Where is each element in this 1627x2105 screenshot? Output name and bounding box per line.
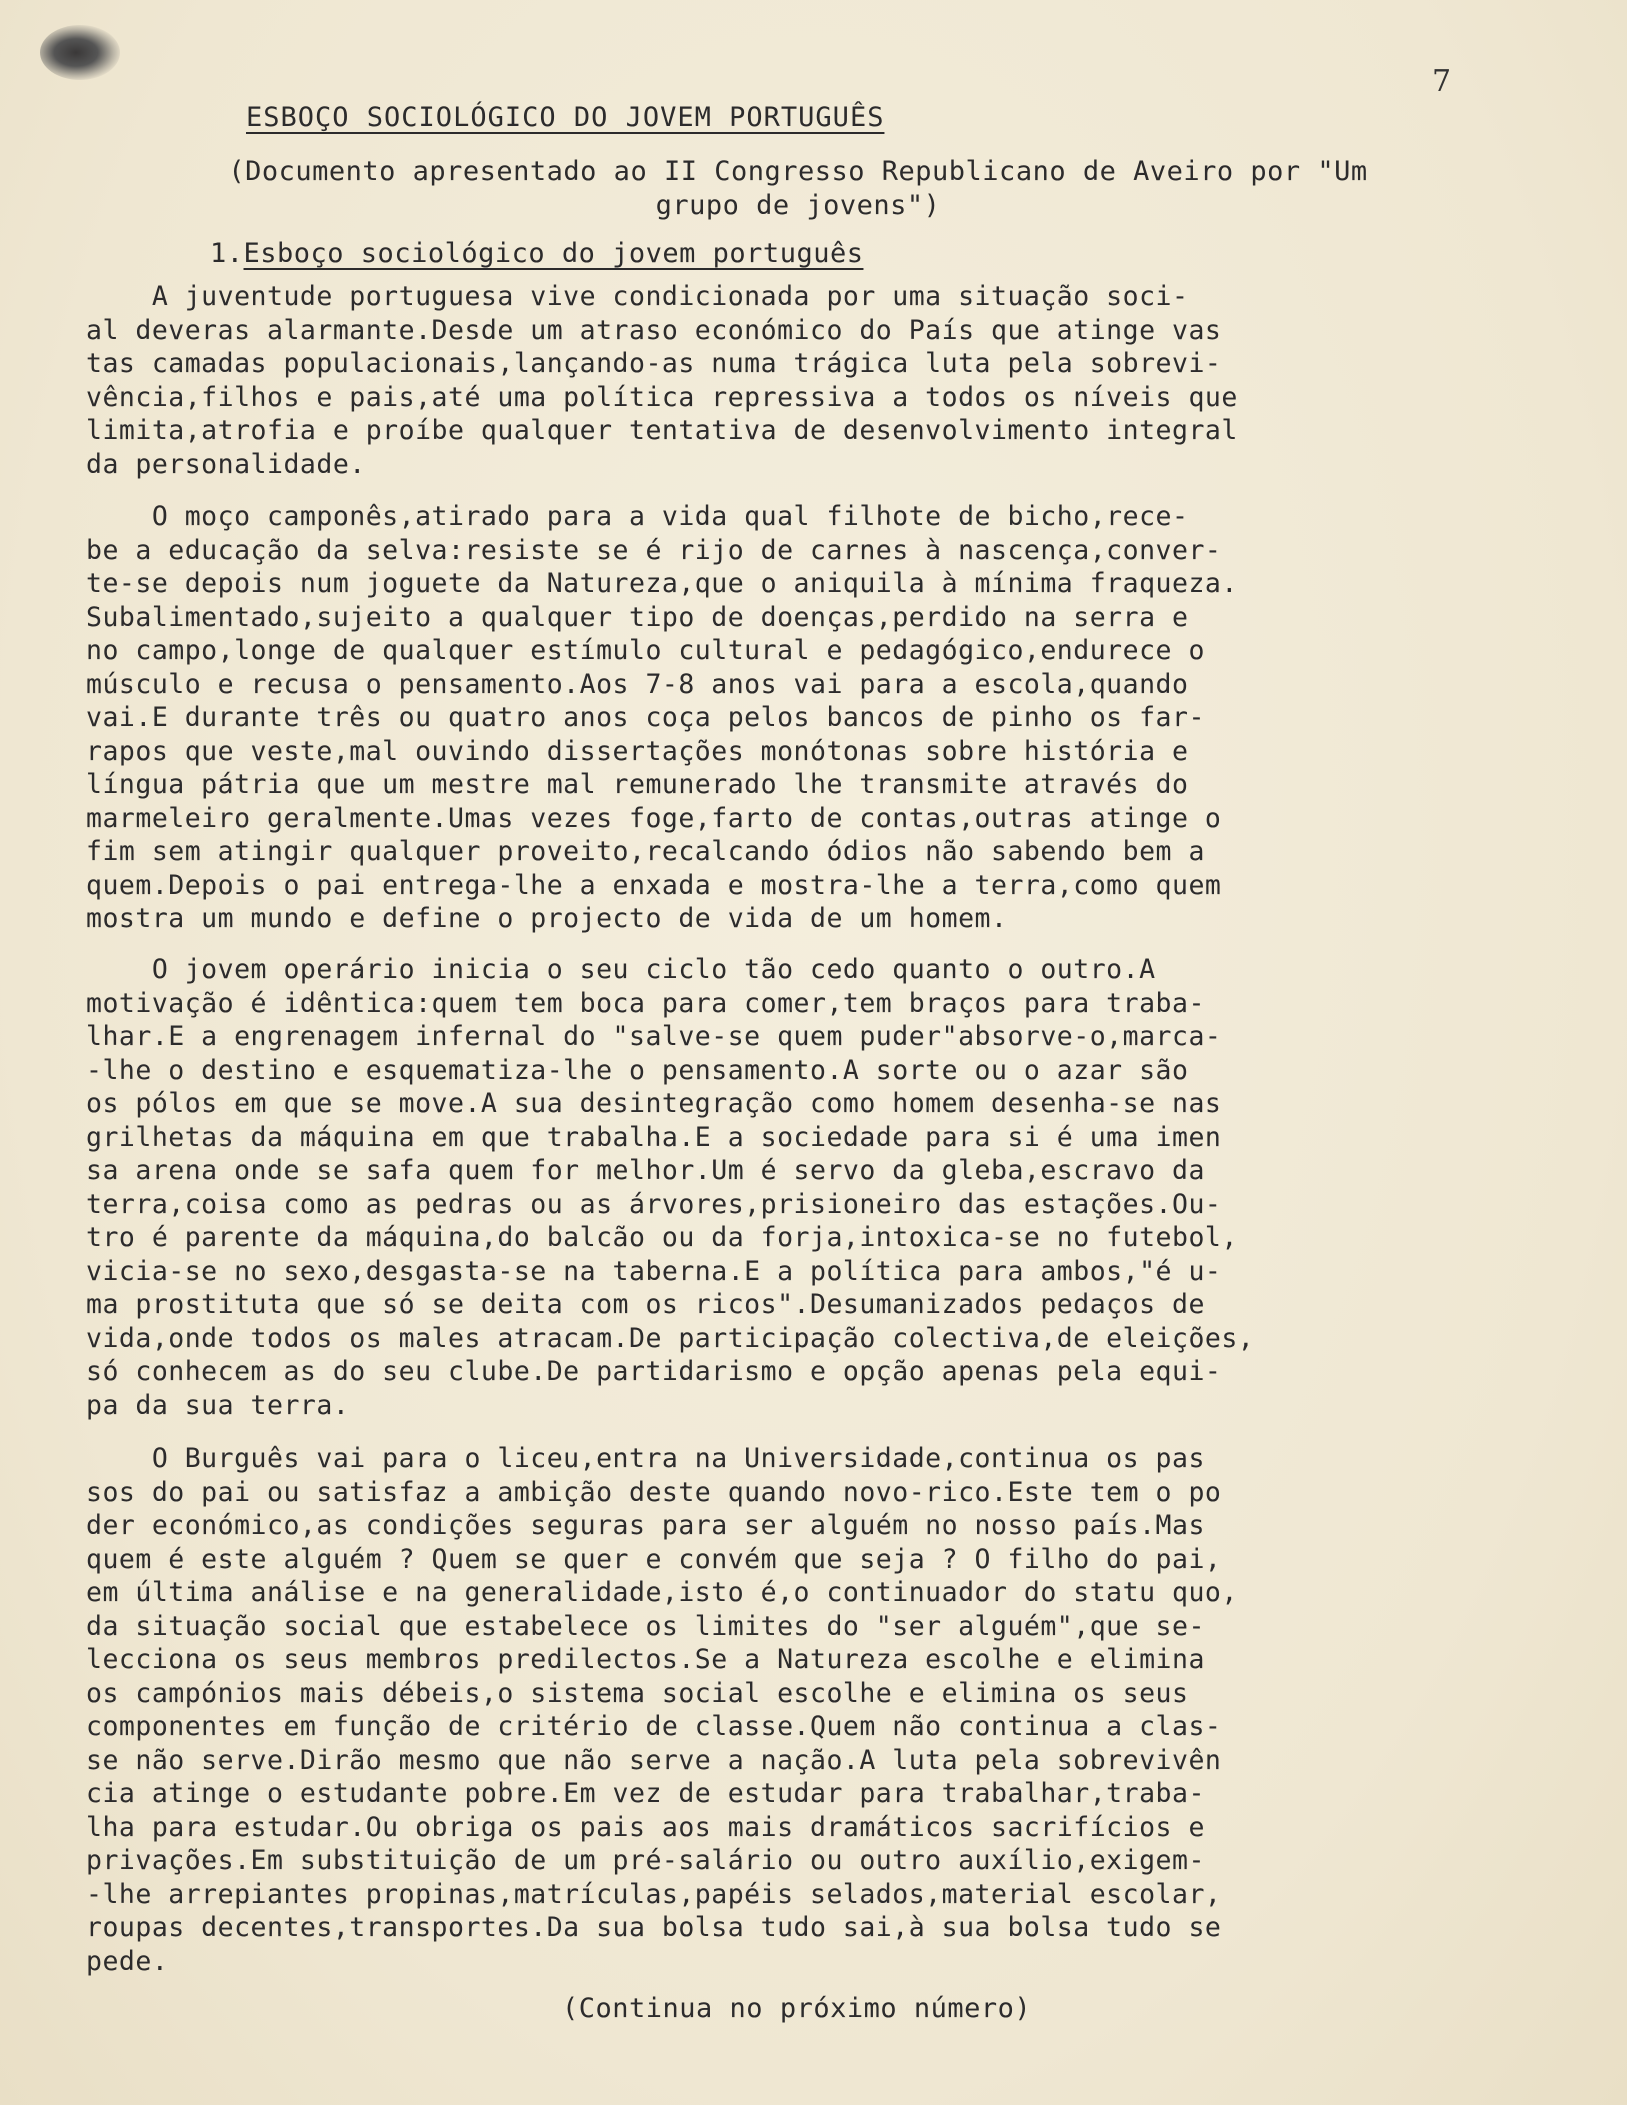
text-line: mostra um mundo e define o projecto de vida de um homem. <box>86 903 1008 934</box>
text-line: motivação é idêntica:quem tem boca para comer,tem braços para traba- <box>86 987 1205 1019</box>
text-line: vida,onde todos os males atracam.De participação colectiva,de eleições, <box>86 1322 1255 1354</box>
text-line: limita,atrofia e proíbe qualquer tentativa de desenvolvimento integral <box>86 415 1238 446</box>
paragraph-4 <box>86 1442 1510 1978</box>
text-line: lha para estudar.Ou obriga os pais aos mais dramáticos sacrifícios e <box>86 1811 1205 1843</box>
text-line: só conhecem as do seu clube.De partidarismo e opção apenas pela equi- <box>86 1356 1222 1387</box>
document-subtitle <box>86 155 1510 222</box>
text-line: te-se depois num joguete da Natureza,que o aniquila à mínima fraqueza. <box>86 568 1238 599</box>
text-line: da personalidade. <box>86 448 366 480</box>
subtitle-line: grupo de jovens") <box>655 189 941 221</box>
document-title: ESBOÇO SOCIOLÓGICO DO JOVEM PORTUGUÊS <box>246 102 885 133</box>
text-line: -lhe o destino e esquematiza-lhe o pensamento.A sorte ou o azar são <box>86 1054 1189 1086</box>
text-line: O Burguês vai para o liceu,entra na Universidade,continua os pas <box>86 1443 1205 1474</box>
continuation-note: (Continua no próximo número) <box>562 1993 1032 2024</box>
text-line: der económico,as condições seguras para ser alguém no nosso país.Mas <box>86 1510 1205 1541</box>
text-line: tas camadas populacionais,lançando-as numa trágica luta pela sobrevi- <box>86 348 1222 379</box>
text-line: vência,filhos e pais,até uma política repressiva a todos os níveis que <box>86 381 1238 413</box>
text-line: vai.E durante três ou quatro anos coça pelos bancos de pinho os far- <box>86 702 1205 733</box>
text-line: os pólos em que se move.A sua desintegração como homem desenha-se nas <box>86 1088 1222 1119</box>
text-line: componentes em função de critério de classe.Quem não continua a clas- <box>86 1711 1222 1742</box>
paragraph-2 <box>86 500 1510 936</box>
text-line: fim sem atingir qualquer proveito,recalcando ódios não sabendo bem a <box>86 836 1205 867</box>
text-line: língua pátria que um mestre mal remunerado lhe transmite através do <box>86 769 1189 800</box>
page-number: 7 <box>1432 64 1452 99</box>
text-line: roupas decentes,transportes.Da sua bolsa tudo sai,à sua bolsa tudo se <box>86 1912 1222 1943</box>
text-line: Subalimentado,sujeito a qualquer tipo de doenças,perdido na serra e <box>86 601 1189 633</box>
text-line: grilhetas da máquina em que trabalha.E a sociedade para si é uma imen <box>86 1121 1222 1153</box>
paragraph-1 <box>86 280 1510 481</box>
text-line: lhar.E a engrenagem infernal do "salve-se quem puder"absorve-o,marca- <box>86 1021 1222 1052</box>
text-line: O moço camponês,atirado para a vida qual filhote de bicho,rece- <box>86 501 1189 532</box>
section-heading <box>210 238 863 269</box>
text-line: rapos que veste,mal ouvindo dissertações monótonas sobre história e <box>86 735 1189 767</box>
text-line: privações.Em substituição de um pré-salário ou outro auxílio,exigem- <box>86 1845 1205 1876</box>
text-line: cia atinge o estudante pobre.Em vez de estudar para trabalhar,traba- <box>86 1778 1205 1809</box>
text-line: sos do pai ou satisfaz a ambição deste quando novo-rico.Este tem o po <box>86 1476 1222 1508</box>
text-line: pa da sua terra. <box>86 1389 350 1421</box>
text-line: be a educação da selva:resiste se é rijo de carnes à nascença,conver- <box>86 534 1222 566</box>
paragraph-3 <box>86 953 1510 1422</box>
text-line: marmeleiro geralmente.Umas vezes foge,farto de contas,outras atinge o <box>86 802 1222 834</box>
text-line: pede. <box>86 1945 169 1977</box>
subtitle-line: (Documento apresentado ao II Congresso Republicano de Aveiro por "Um <box>228 156 1368 187</box>
text-line: da situação social que estabelece os limites do "ser alguém",que se- <box>86 1610 1205 1642</box>
text-line: terra,coisa como as pedras ou as árvores,prisioneiro das estações.Ou- <box>86 1188 1222 1220</box>
text-line: sa arena onde se safa quem for melhor.Um é servo da gleba,escravo da <box>86 1155 1205 1186</box>
text-line: -lhe arrepiantes propinas,matrículas,papéis selados,material escolar, <box>86 1878 1222 1910</box>
text-line: lecciona os seus membros predilectos.Se a Natureza escolhe e elimina <box>86 1644 1205 1675</box>
text-line: músculo e recusa o pensamento.Aos 7-8 anos vai para a escola,quando <box>86 668 1189 700</box>
text-line: ma prostituta que só se deita com os ricos".Desumanizados pedaços de <box>86 1289 1205 1320</box>
text-line: al deveras alarmante.Desde um atraso económico do País que atinge vas <box>86 314 1222 346</box>
text-line: A juventude portuguesa vive condicionada por uma situação soci- <box>86 281 1189 312</box>
ink-smudge <box>40 25 120 80</box>
text-line: se não serve.Dirão mesmo que não serve a nação.A luta pela sobrevivên <box>86 1744 1222 1776</box>
text-line: O jovem operário inicia o seu ciclo tão cedo quanto o outro.A <box>86 954 1156 985</box>
text-line: no campo,longe de qualquer estímulo cultural e pedagógico,endurece o <box>86 635 1205 666</box>
text-line: quem.Depois o pai entrega-lhe a enxada e mostra-lhe a terra,como quem <box>86 869 1222 901</box>
text-line: tro é parente da máquina,do balcão ou da forja,intoxica-se no futebol, <box>86 1222 1238 1253</box>
section-title: Esboço sociológico do jovem português <box>243 238 864 269</box>
section-number: 1. <box>210 238 244 269</box>
text-line: os campónios mais débeis,o sistema social escolhe e elimina os seus <box>86 1677 1189 1709</box>
text-line: em última análise e na generalidade,isto é,o continuador do statu quo, <box>86 1577 1238 1608</box>
text-line: vicia-se no sexo,desgasta-se na taberna.E a política para ambos,"é u- <box>86 1255 1222 1287</box>
text-line: quem é este alguém ? Quem se quer e convém que seja ? O filho do pai, <box>86 1543 1222 1575</box>
